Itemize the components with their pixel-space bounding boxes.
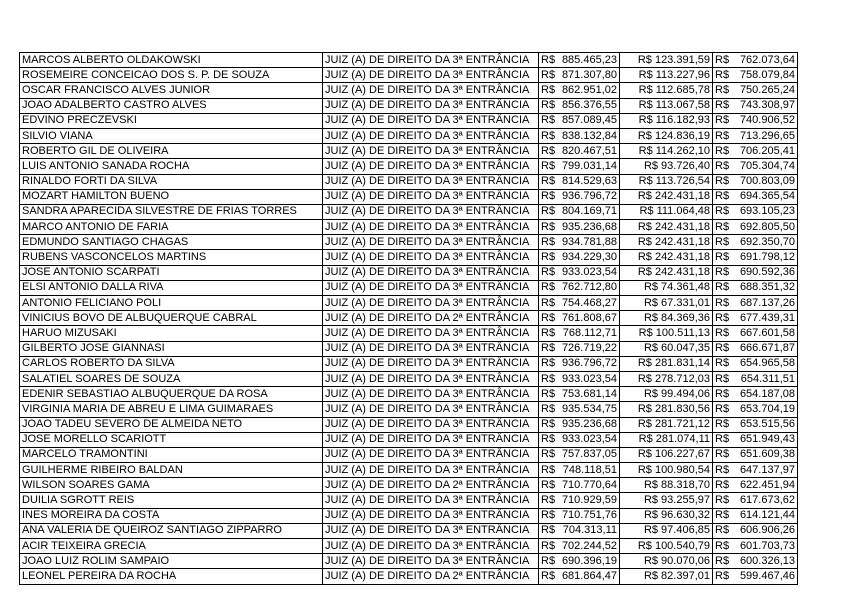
name-cell: OSCAR FRANCISCO ALVES JUNIOR xyxy=(20,83,323,98)
position-cell: JUIZ (A) DE DIREITO DA 3ª ENTRÂNCIA xyxy=(323,235,539,250)
net-amount-cell: 614.121,44 xyxy=(731,508,798,523)
net-amount-cell: 692.350,70 xyxy=(731,235,798,250)
table-row xyxy=(20,447,798,462)
name-cell: CARLOS ROBERTO DA SILVA xyxy=(20,356,323,371)
name-cell: ELSI ANTONIO DALLA RIVA xyxy=(20,280,323,295)
name-cell: SALATIEL SOARES DE SOUZA xyxy=(20,371,323,386)
name-cell: ROBERTO GIL DE OLIVEIRA xyxy=(20,144,323,159)
position-cell: JUIZ (A) DE DIREITO DA 3ª ENTRÂNCIA xyxy=(323,417,539,432)
currency-label-cell: R$ xyxy=(539,265,558,280)
gross-amount-cell: 702.244,52 xyxy=(557,539,620,554)
gross-amount-cell: 857.089,45 xyxy=(557,113,620,128)
name-cell: JOSE ANTONIO SCARPATI xyxy=(20,265,323,280)
deduction-amount-cell: R$ 114.262,10 xyxy=(620,144,713,159)
gross-amount-cell: 820.467,51 xyxy=(557,144,620,159)
table-row xyxy=(20,371,798,386)
gross-amount-cell: 936.796,72 xyxy=(557,189,620,204)
table-row xyxy=(20,341,798,356)
net-amount-cell: 600.326,13 xyxy=(731,554,798,569)
deduction-amount-cell: R$ 106.227,67 xyxy=(620,447,713,462)
gross-amount-cell: 814.529,63 xyxy=(557,174,620,189)
net-amount-cell: 651.949,43 xyxy=(731,432,798,447)
gross-amount-cell: 681.864,47 xyxy=(557,569,620,584)
position-cell: JUIZ (A) DE DIREITO DA 3ª ENTRÂNCIA xyxy=(323,371,539,386)
net-amount-cell: 622.451,94 xyxy=(731,478,798,493)
currency-label-cell: R$ xyxy=(539,113,558,128)
currency-label-cell: R$ xyxy=(713,189,732,204)
name-cell: LEONEL PEREIRA DA ROCHA xyxy=(20,569,323,584)
gross-amount-cell: 933.023,54 xyxy=(557,432,620,447)
name-cell: DUILIA SGROTT REIS xyxy=(20,493,323,508)
net-amount-cell: 647.137,97 xyxy=(731,463,798,478)
table-row xyxy=(20,53,798,68)
currency-label-cell: R$ xyxy=(539,144,558,159)
currency-label-cell: R$ xyxy=(713,220,732,235)
gross-amount-cell: 748.118,51 xyxy=(557,463,620,478)
name-cell: ANA VALERIA DE QUEIROZ SANTIAGO ZIPPARRO xyxy=(20,523,323,538)
currency-label-cell: R$ xyxy=(713,311,732,326)
position-cell: JUIZ (A) DE DIREITO DA 3ª ENTRÂNCIA xyxy=(323,113,539,128)
net-amount-cell: 706.205,41 xyxy=(731,144,798,159)
position-cell: JUIZ (A) DE DIREITO DA 3ª ENTRÂNCIA xyxy=(323,189,539,204)
name-cell: LUIS ANTONIO SANADA ROCHA xyxy=(20,159,323,174)
gross-amount-cell: 936.796,72 xyxy=(557,356,620,371)
currency-label-cell: R$ xyxy=(713,68,732,83)
currency-label-cell: R$ xyxy=(539,478,558,493)
currency-label-cell: R$ xyxy=(713,341,732,356)
document-sheet xyxy=(19,52,798,585)
table-row xyxy=(20,432,798,447)
name-cell: ROSEMEIRE CONCEICAO DOS S. P. DE SOUZA xyxy=(20,68,323,83)
table-row xyxy=(20,113,798,128)
currency-label-cell: R$ xyxy=(713,235,732,250)
currency-label-cell: R$ xyxy=(539,371,558,386)
position-cell: JUIZ (A) DE DIREITO DA 3ª ENTRÂNCIA xyxy=(323,83,539,98)
currency-label-cell: R$ xyxy=(713,174,732,189)
gross-amount-cell: 862.951,02 xyxy=(557,83,620,98)
gross-amount-cell: 933.023,54 xyxy=(557,265,620,280)
table-row xyxy=(20,463,798,478)
gross-amount-cell: 933.023,54 xyxy=(557,371,620,386)
deduction-amount-cell: R$ 281.074,11 xyxy=(620,432,713,447)
currency-label-cell: R$ xyxy=(713,204,732,219)
deduction-amount-cell: R$ 116.182,93 xyxy=(620,113,713,128)
currency-label-cell: R$ xyxy=(713,159,732,174)
table-row xyxy=(20,144,798,159)
net-amount-cell: 599.467,46 xyxy=(731,569,798,584)
position-cell: JUIZ (A) DE DIREITO DA 3ª ENTRÂNCIA xyxy=(323,159,539,174)
position-cell: JUIZ (A) DE DIREITO DA 3ª ENTRÂNCIA xyxy=(323,402,539,417)
position-cell: JUIZ (A) DE DIREITO DA 3ª ENTRÂNCIA xyxy=(323,128,539,143)
position-cell: JUIZ (A) DE DIREITO DA 3ª ENTRÂNCIA xyxy=(323,341,539,356)
name-cell: MARCELO TRAMONTINI xyxy=(20,447,323,462)
name-cell: VINICIUS BOVO DE ALBUQUERQUE CABRAL xyxy=(20,311,323,326)
table-row xyxy=(20,220,798,235)
currency-label-cell: R$ xyxy=(713,387,732,402)
deduction-amount-cell: R$ 278.712,03 xyxy=(620,371,713,386)
gross-amount-cell: 934.229,30 xyxy=(557,250,620,265)
net-amount-cell: 691.798,12 xyxy=(731,250,798,265)
currency-label-cell: R$ xyxy=(713,113,732,128)
deduction-amount-cell: R$ 242.431,18 xyxy=(620,189,713,204)
table-row xyxy=(20,387,798,402)
name-cell: SANDRA APARECIDA SILVESTRE DE FRIAS TORRES xyxy=(20,204,323,219)
currency-label-cell: R$ xyxy=(713,53,732,68)
deduction-amount-cell: R$ 242.431,18 xyxy=(620,235,713,250)
name-cell: EDMUNDO SANTIAGO CHAGAS xyxy=(20,235,323,250)
net-amount-cell: 740.906,52 xyxy=(731,113,798,128)
currency-label-cell: R$ xyxy=(539,250,558,265)
currency-label-cell: R$ xyxy=(539,296,558,311)
position-cell: JUIZ (A) DE DIREITO DA 3ª ENTRÂNCIA xyxy=(323,174,539,189)
name-cell: JOSE MORELLO SCARIOTT xyxy=(20,432,323,447)
net-amount-cell: 700.803,09 xyxy=(731,174,798,189)
deduction-amount-cell: R$ 242.431,18 xyxy=(620,265,713,280)
currency-label-cell: R$ xyxy=(713,98,732,113)
table-row xyxy=(20,311,798,326)
deduction-amount-cell: R$ 82.397,01 xyxy=(620,569,713,584)
name-cell: MARCO ANTONIO DE FARIA xyxy=(20,220,323,235)
gross-amount-cell: 761.808,67 xyxy=(557,311,620,326)
currency-label-cell: R$ xyxy=(539,447,558,462)
gross-amount-cell: 804.169,71 xyxy=(557,204,620,219)
currency-label-cell: R$ xyxy=(539,326,558,341)
currency-label-cell: R$ xyxy=(539,189,558,204)
position-cell: JUIZ (A) DE DIREITO DA 3ª ENTRÂNCIA xyxy=(323,493,539,508)
gross-amount-cell: 934.781,88 xyxy=(557,235,620,250)
name-cell: GILBERTO JOSE GIANNASI xyxy=(20,341,323,356)
currency-label-cell: R$ xyxy=(539,508,558,523)
position-cell: JUIZ (A) DE DIREITO DA 3ª ENTRÂNCIA xyxy=(323,326,539,341)
currency-label-cell: R$ xyxy=(713,554,732,569)
currency-label-cell: R$ xyxy=(539,493,558,508)
net-amount-cell: 601.703,73 xyxy=(731,539,798,554)
gross-amount-cell: 768.112,71 xyxy=(557,326,620,341)
gross-amount-cell: 935.236,68 xyxy=(557,417,620,432)
net-amount-cell: 606.906,26 xyxy=(731,523,798,538)
deduction-amount-cell: R$ 93.726,40 xyxy=(620,159,713,174)
net-amount-cell: 762.073,64 xyxy=(731,53,798,68)
deduction-amount-cell: R$ 100.511,13 xyxy=(620,326,713,341)
currency-label-cell: R$ xyxy=(539,539,558,554)
currency-label-cell: R$ xyxy=(539,53,558,68)
position-cell: JUIZ (A) DE DIREITO DA 3ª ENTRÂNCIA xyxy=(323,98,539,113)
position-cell: JUIZ (A) DE DIREITO DA 3ª ENTRÂNCIA xyxy=(323,265,539,280)
net-amount-cell: 690.592,36 xyxy=(731,265,798,280)
currency-label-cell: R$ xyxy=(539,68,558,83)
deduction-amount-cell: R$ 99.494,06 xyxy=(620,387,713,402)
net-amount-cell: 693.105,23 xyxy=(731,204,798,219)
currency-label-cell: R$ xyxy=(539,128,558,143)
deduction-amount-cell: R$ 242.431,18 xyxy=(620,220,713,235)
table-row xyxy=(20,83,798,98)
deduction-amount-cell: R$ 97.406,85 xyxy=(620,523,713,538)
table-row xyxy=(20,235,798,250)
net-amount-cell: 705.304,74 xyxy=(731,159,798,174)
deduction-amount-cell: R$ 100.980,54 xyxy=(620,463,713,478)
name-cell: RUBENS VASCONCELOS MARTINS xyxy=(20,250,323,265)
position-cell: JUIZ (A) DE DIREITO DA 3ª ENTRÂNCIA xyxy=(323,432,539,447)
currency-label-cell: R$ xyxy=(713,447,732,462)
name-cell: WILSON SOARES GAMA xyxy=(20,478,323,493)
currency-label-cell: R$ xyxy=(539,83,558,98)
deduction-amount-cell: R$ 74.361,48 xyxy=(620,280,713,295)
salary-table-body xyxy=(20,53,798,585)
position-cell: JUIZ (A) DE DIREITO DA 3ª ENTRÂNCIA xyxy=(323,387,539,402)
name-cell: MARCOS ALBERTO OLDAKOWSKI xyxy=(20,53,323,68)
name-cell: MOZART HAMILTON BUENO xyxy=(20,189,323,204)
net-amount-cell: 654.311,51 xyxy=(731,371,798,386)
table-row xyxy=(20,417,798,432)
position-cell: JUIZ (A) DE DIREITO DA 3ª ENTRÂNCIA xyxy=(323,523,539,538)
currency-label-cell: R$ xyxy=(713,508,732,523)
position-cell: JUIZ (A) DE DIREITO DA 3ª ENTRÂNCIA xyxy=(323,447,539,462)
currency-label-cell: R$ xyxy=(713,523,732,538)
table-row xyxy=(20,250,798,265)
currency-label-cell: R$ xyxy=(539,387,558,402)
gross-amount-cell: 753.681,14 xyxy=(557,387,620,402)
net-amount-cell: 743.308,97 xyxy=(731,98,798,113)
table-row xyxy=(20,280,798,295)
gross-amount-cell: 885.465,23 xyxy=(557,53,620,68)
net-amount-cell: 688.351,32 xyxy=(731,280,798,295)
name-cell: INES MOREIRA DA COSTA xyxy=(20,508,323,523)
currency-label-cell: R$ xyxy=(539,235,558,250)
table-row xyxy=(20,493,798,508)
currency-label-cell: R$ xyxy=(539,311,558,326)
position-cell: JUIZ (A) DE DIREITO DA 3ª ENTRÂNCIA xyxy=(323,554,539,569)
gross-amount-cell: 838.132,84 xyxy=(557,128,620,143)
deduction-amount-cell: R$ 123.391,59 xyxy=(620,53,713,68)
position-cell: JUIZ (A) DE DIREITO DA 3ª ENTRÂNCIA xyxy=(323,508,539,523)
table-row xyxy=(20,98,798,113)
name-cell: ANTONIO FELICIANO POLI xyxy=(20,296,323,311)
currency-label-cell: R$ xyxy=(713,463,732,478)
deduction-amount-cell: R$ 113.227,96 xyxy=(620,68,713,83)
name-cell: EDENIR SEBASTIAO ALBUQUERQUE DA ROSA xyxy=(20,387,323,402)
deduction-amount-cell: R$ 88.318,70 xyxy=(620,478,713,493)
table-row xyxy=(20,569,798,584)
currency-label-cell: R$ xyxy=(539,402,558,417)
position-cell: JUIZ (A) DE DIREITO DA 3ª ENTRÂNCIA xyxy=(323,68,539,83)
name-cell: HARUO MIZUSAKI xyxy=(20,326,323,341)
name-cell: VIRGINIA MARIA DE ABREU E LIMA GUIMARAES xyxy=(20,402,323,417)
table-row xyxy=(20,189,798,204)
name-cell: SILVIO VIANA xyxy=(20,128,323,143)
name-cell: JOAO TADEU SEVERO DE ALMEIDA NETO xyxy=(20,417,323,432)
position-cell: JUIZ (A) DE DIREITO DA 2ª ENTRÂNCIA xyxy=(323,311,539,326)
currency-label-cell: R$ xyxy=(539,341,558,356)
deduction-amount-cell: R$ 100.540,79 xyxy=(620,539,713,554)
deduction-amount-cell: R$ 112.685,78 xyxy=(620,83,713,98)
currency-label-cell: R$ xyxy=(713,356,732,371)
currency-label-cell: R$ xyxy=(713,417,732,432)
net-amount-cell: 750.265,24 xyxy=(731,83,798,98)
table-row xyxy=(20,554,798,569)
net-amount-cell: 694.365,54 xyxy=(731,189,798,204)
gross-amount-cell: 799.031,14 xyxy=(557,159,620,174)
position-cell: JUIZ (A) DE DIREITO DA 3ª ENTRÂNCIA xyxy=(323,144,539,159)
gross-amount-cell: 726.719,22 xyxy=(557,341,620,356)
net-amount-cell: 692.805,50 xyxy=(731,220,798,235)
net-amount-cell: 617.673,62 xyxy=(731,493,798,508)
position-cell: JUIZ (A) DE DIREITO DA 3ª ENTRÂNCIA xyxy=(323,463,539,478)
deduction-amount-cell: R$ 111.064,48 xyxy=(620,204,713,219)
position-cell: JUIZ (A) DE DIREITO DA 3ª ENTRÂNCIA xyxy=(323,250,539,265)
currency-label-cell: R$ xyxy=(539,174,558,189)
position-cell: JUIZ (A) DE DIREITO DA 3ª ENTRÂNCIA xyxy=(323,296,539,311)
deduction-amount-cell: R$ 90.070,06 xyxy=(620,554,713,569)
table-row xyxy=(20,402,798,417)
position-cell: JUIZ (A) DE DIREITO DA 3ª ENTRÂNCIA xyxy=(323,539,539,554)
currency-label-cell: R$ xyxy=(713,250,732,265)
gross-amount-cell: 710.751,76 xyxy=(557,508,620,523)
table-row xyxy=(20,68,798,83)
table-row xyxy=(20,508,798,523)
table-row xyxy=(20,265,798,280)
net-amount-cell: 687.137,26 xyxy=(731,296,798,311)
currency-label-cell: R$ xyxy=(713,280,732,295)
gross-amount-cell: 935.236,68 xyxy=(557,220,620,235)
name-cell: EDVINO PRECZEVSKI xyxy=(20,113,323,128)
currency-label-cell: R$ xyxy=(713,371,732,386)
table-row xyxy=(20,296,798,311)
gross-amount-cell: 704.313,11 xyxy=(557,523,620,538)
deduction-amount-cell: R$ 124.836,19 xyxy=(620,128,713,143)
net-amount-cell: 758.079,84 xyxy=(731,68,798,83)
currency-label-cell: R$ xyxy=(539,98,558,113)
currency-label-cell: R$ xyxy=(539,463,558,478)
position-cell: JUIZ (A) DE DIREITO DA 2ª ENTRÂNCIA xyxy=(323,478,539,493)
currency-label-cell: R$ xyxy=(539,356,558,371)
deduction-amount-cell: R$ 281.831,14 xyxy=(620,356,713,371)
gross-amount-cell: 710.929,59 xyxy=(557,493,620,508)
deduction-amount-cell: R$ 281.830,56 xyxy=(620,402,713,417)
gross-amount-cell: 754.468,27 xyxy=(557,296,620,311)
currency-label-cell: R$ xyxy=(539,432,558,447)
deduction-amount-cell: R$ 96.630,32 xyxy=(620,508,713,523)
currency-label-cell: R$ xyxy=(539,204,558,219)
currency-label-cell: R$ xyxy=(713,478,732,493)
currency-label-cell: R$ xyxy=(713,493,732,508)
currency-label-cell: R$ xyxy=(539,159,558,174)
table-row xyxy=(20,326,798,341)
table-row xyxy=(20,478,798,493)
net-amount-cell: 653.704,19 xyxy=(731,402,798,417)
position-cell: JUIZ (A) DE DIREITO DA 3ª ENTRÂNCIA xyxy=(323,53,539,68)
currency-label-cell: R$ xyxy=(713,128,732,143)
name-cell: ACIR TEIXEIRA GRECIA xyxy=(20,539,323,554)
currency-label-cell: R$ xyxy=(713,326,732,341)
position-cell: JUIZ (A) DE DIREITO DA 3ª ENTRÂNCIA xyxy=(323,220,539,235)
table-row xyxy=(20,539,798,554)
currency-label-cell: R$ xyxy=(713,539,732,554)
deduction-amount-cell: R$ 281.721,12 xyxy=(620,417,713,432)
currency-label-cell: R$ xyxy=(713,432,732,447)
salary-table xyxy=(19,52,798,585)
table-row xyxy=(20,356,798,371)
gross-amount-cell: 690.396,19 xyxy=(557,554,620,569)
net-amount-cell: 654.965,58 xyxy=(731,356,798,371)
deduction-amount-cell: R$ 242.431,18 xyxy=(620,250,713,265)
deduction-amount-cell: R$ 113.726,54 xyxy=(620,174,713,189)
currency-label-cell: R$ xyxy=(713,144,732,159)
currency-label-cell: R$ xyxy=(539,220,558,235)
net-amount-cell: 666.671,87 xyxy=(731,341,798,356)
gross-amount-cell: 757.837,05 xyxy=(557,447,620,462)
currency-label-cell: R$ xyxy=(713,569,732,584)
table-row xyxy=(20,128,798,143)
gross-amount-cell: 935.534,75 xyxy=(557,402,620,417)
net-amount-cell: 653.515,56 xyxy=(731,417,798,432)
gross-amount-cell: 762.712,80 xyxy=(557,280,620,295)
name-cell: RINALDO FORTI DA SILVA xyxy=(20,174,323,189)
net-amount-cell: 651.609,38 xyxy=(731,447,798,462)
position-cell: JUIZ (A) DE DIREITO DA 3ª ENTRÂNCIA xyxy=(323,280,539,295)
position-cell: JUIZ (A) DE DIREITO DA 3ª ENTRÂNCIA xyxy=(323,204,539,219)
currency-label-cell: R$ xyxy=(539,554,558,569)
currency-label-cell: R$ xyxy=(539,523,558,538)
currency-label-cell: R$ xyxy=(713,83,732,98)
currency-label-cell: R$ xyxy=(713,265,732,280)
table-row xyxy=(20,174,798,189)
deduction-amount-cell: R$ 113.067,58 xyxy=(620,98,713,113)
deduction-amount-cell: R$ 84.369,36 xyxy=(620,311,713,326)
net-amount-cell: 677.439,31 xyxy=(731,311,798,326)
net-amount-cell: 713.296,65 xyxy=(731,128,798,143)
name-cell: GUILHERME RIBEIRO BALDAN xyxy=(20,463,323,478)
currency-label-cell: R$ xyxy=(539,280,558,295)
table-row xyxy=(20,204,798,219)
table-row xyxy=(20,159,798,174)
deduction-amount-cell: R$ 60.047,35 xyxy=(620,341,713,356)
net-amount-cell: 667.601,58 xyxy=(731,326,798,341)
currency-label-cell: R$ xyxy=(539,569,558,584)
deduction-amount-cell: R$ 93.255,97 xyxy=(620,493,713,508)
gross-amount-cell: 871.307,80 xyxy=(557,68,620,83)
name-cell: JOAO LUIZ ROLIM SAMPAIO xyxy=(20,554,323,569)
position-cell: JUIZ (A) DE DIREITO DA 2ª ENTRÂNCIA xyxy=(323,569,539,584)
gross-amount-cell: 856.376,55 xyxy=(557,98,620,113)
table-row xyxy=(20,523,798,538)
currency-label-cell: R$ xyxy=(539,417,558,432)
net-amount-cell: 654.187,08 xyxy=(731,387,798,402)
deduction-amount-cell: R$ 67.331,01 xyxy=(620,296,713,311)
name-cell: JOAO ADALBERTO CASTRO ALVES xyxy=(20,98,323,113)
position-cell: JUIZ (A) DE DIREITO DA 3ª ENTRÂNCIA xyxy=(323,356,539,371)
currency-label-cell: R$ xyxy=(713,296,732,311)
currency-label-cell: R$ xyxy=(713,402,732,417)
gross-amount-cell: 710.770,64 xyxy=(557,478,620,493)
